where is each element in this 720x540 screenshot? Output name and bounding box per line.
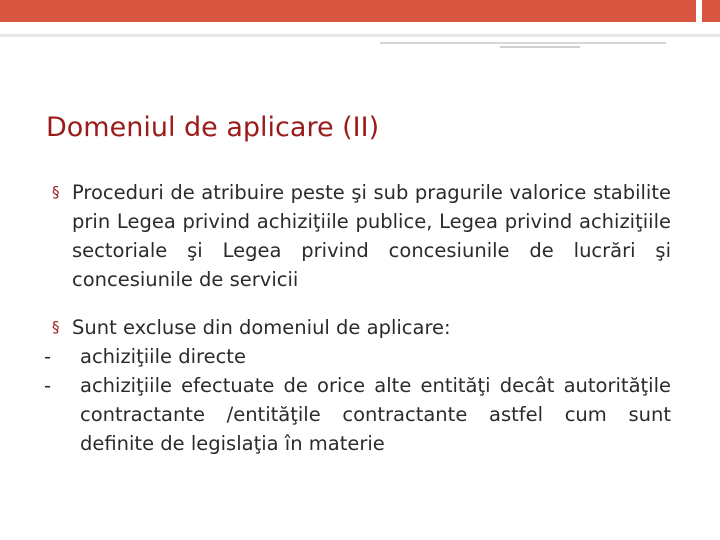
bullet-item [52,178,671,294]
header-shadow-line [500,46,580,48]
sub-list-text: achiziţiile efectuate de orice alte entităţi decât autorităţile contractante /entităţile contractante astfel cum sunt definite de legislaţia în materie [80,374,671,455]
header-shadow-line [0,34,720,37]
sub-list-item [44,342,671,371]
header-bar [0,0,720,24]
bullet-item [52,313,671,342]
header-shadow [0,22,720,50]
bullet-icon: § [52,318,60,336]
dash-marker: - [44,374,52,397]
bullet-text: Sunt excluse din domeniul de aplicare: [72,316,451,339]
sub-list-item [44,371,671,458]
spacer [52,294,671,313]
bullet-icon: § [52,183,60,201]
slide-title: Domeniul de aplicare (II) [46,112,380,143]
header-bar-accent [0,0,696,22]
header-shadow-line [380,42,666,44]
header-bar-end-block [702,0,720,22]
sub-list-text: achiziţiile directe [80,345,246,368]
header-bar-divider [697,0,701,22]
slide-body [44,178,671,458]
bullet-text: Proceduri de atribuire peste şi sub pragurile valorice stabilite prin Legea privind achiziţiile publice, Legea privind achiziţiile sectoriale şi Legea privind concesiunile de lucrări şi concesiunile de servicii [72,181,671,291]
dash-marker: - [44,345,52,368]
